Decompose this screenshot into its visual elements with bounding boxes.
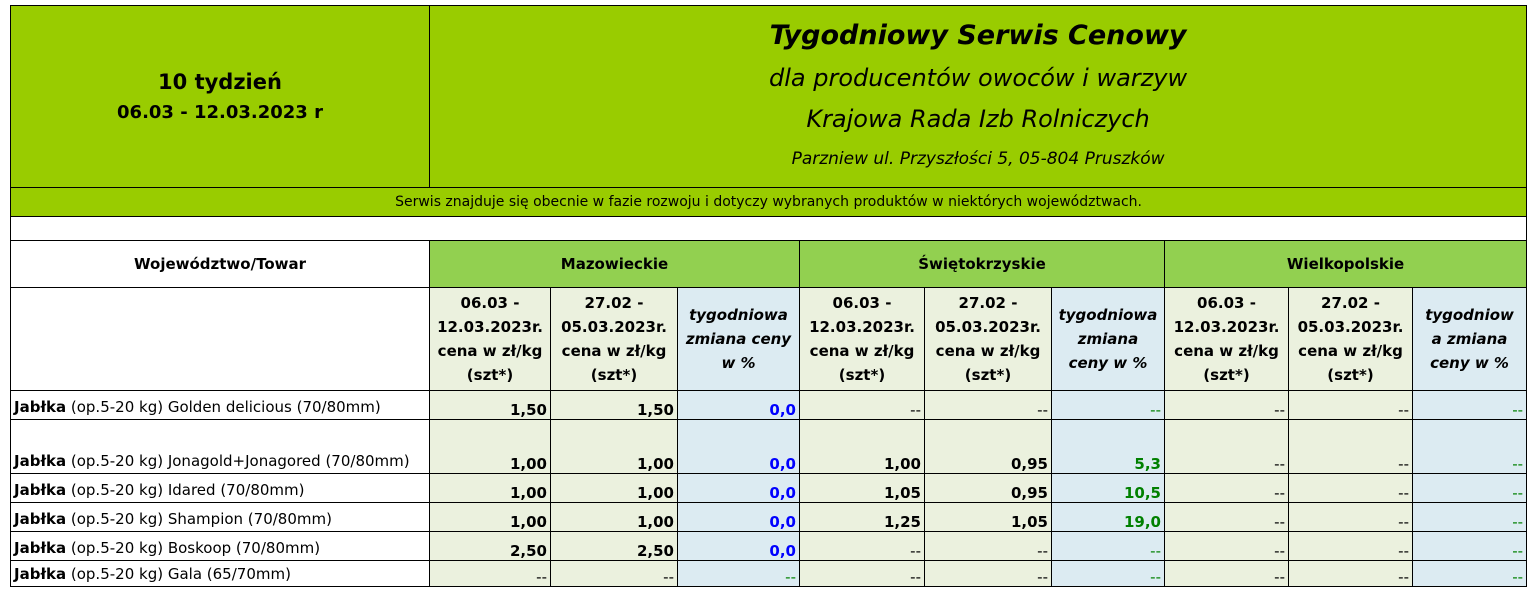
page-title: Tygodniowy Serwis Cenowy bbox=[769, 19, 1187, 51]
change-cell: 0,0 bbox=[678, 503, 800, 532]
col-current-week: 06.03 - 12.03.2023r. cena w zł/kg (szt*) bbox=[430, 288, 551, 391]
col-previous-week: 27.02 - 05.03.2023r. cena w zł/kg (szt*) bbox=[551, 288, 678, 391]
change-cell: -- bbox=[1413, 420, 1527, 474]
change-cell: 0,0 bbox=[678, 391, 800, 420]
region-mazowieckie: Mazowieckie bbox=[430, 241, 800, 288]
week-header-cell bbox=[11, 6, 430, 188]
price-cell: -- bbox=[1165, 420, 1289, 474]
col-weekly-change: tygodniow a zmiana ceny w % bbox=[1413, 288, 1527, 391]
price-cell: -- bbox=[1165, 561, 1289, 587]
price-cell: 1,00 bbox=[551, 420, 678, 474]
price-cell: 1,50 bbox=[430, 391, 551, 420]
change-cell: -- bbox=[1413, 474, 1527, 503]
price-cell: -- bbox=[800, 391, 925, 420]
price-cell: 1,50 bbox=[551, 391, 678, 420]
change-cell: 0,0 bbox=[678, 474, 800, 503]
price-cell: -- bbox=[925, 561, 1052, 587]
table-row bbox=[11, 503, 1527, 532]
row-header-blank bbox=[11, 288, 430, 391]
price-table bbox=[10, 5, 1527, 587]
change-cell: 5,3 bbox=[1052, 420, 1165, 474]
change-cell: -- bbox=[1052, 532, 1165, 561]
change-cell: 19,0 bbox=[1052, 503, 1165, 532]
price-cell: 1,00 bbox=[800, 420, 925, 474]
price-cell: -- bbox=[1289, 420, 1413, 474]
title-header-cell bbox=[430, 6, 1527, 188]
price-cell: -- bbox=[1289, 532, 1413, 561]
change-cell: -- bbox=[1052, 391, 1165, 420]
price-cell: 1,05 bbox=[925, 503, 1052, 532]
price-cell: 1,05 bbox=[800, 474, 925, 503]
row-header-label: Województwo/Towar bbox=[11, 241, 430, 288]
product-name: Jabłka (op.5-20 kg) Shampion (70/80mm) bbox=[11, 503, 430, 532]
empty-spacer-row bbox=[11, 217, 1527, 241]
price-cell: 0,95 bbox=[925, 474, 1052, 503]
product-name: Jabłka (op.5-20 kg) Gala (65/70mm) bbox=[11, 561, 430, 587]
price-cell: -- bbox=[1289, 561, 1413, 587]
change-cell: -- bbox=[1413, 532, 1527, 561]
price-cell: 1,00 bbox=[551, 503, 678, 532]
price-cell: 1,00 bbox=[430, 474, 551, 503]
price-cell: -- bbox=[1165, 503, 1289, 532]
price-cell: -- bbox=[430, 561, 551, 587]
table-row bbox=[11, 391, 1527, 420]
price-cell: -- bbox=[800, 532, 925, 561]
change-cell: -- bbox=[1413, 503, 1527, 532]
product-name: Jabłka (op.5-20 kg) Idared (70/80mm) bbox=[11, 474, 430, 503]
price-cell: 1,00 bbox=[430, 503, 551, 532]
price-cell: -- bbox=[925, 532, 1052, 561]
organization-name: Krajowa Rada Izb Rolniczych bbox=[806, 104, 1150, 133]
region-wielkopolskie: Wielkopolskie bbox=[1165, 241, 1527, 288]
table-row bbox=[11, 561, 1527, 587]
price-cell: 2,50 bbox=[551, 532, 678, 561]
development-note: Serwis znajduje się obecnie w fazie rozwoju i dotyczy wybranych produktów w niektórych województwach. bbox=[11, 188, 1527, 217]
organization-address: Parzniew ul. Przyszłości 5, 05-804 Pruszków bbox=[791, 148, 1165, 169]
region-swietokrzyskie: Świętokrzyskie bbox=[800, 241, 1165, 288]
price-cell: -- bbox=[1289, 391, 1413, 420]
price-cell: -- bbox=[925, 391, 1052, 420]
page-subtitle: dla producentów owoców i warzyw bbox=[769, 63, 1188, 92]
price-cell: -- bbox=[551, 561, 678, 587]
col-previous-week: 27.02 - 05.03.2023r. cena w zł/kg (szt*) bbox=[1289, 288, 1413, 391]
col-previous-week: 27.02 - 05.03.2023r. cena w zł/kg (szt*) bbox=[925, 288, 1052, 391]
price-cell: -- bbox=[1165, 474, 1289, 503]
price-cell: -- bbox=[1165, 532, 1289, 561]
table-row bbox=[11, 420, 1527, 474]
product-name: Jabłka (op.5-20 kg) Boskoop (70/80mm) bbox=[11, 532, 430, 561]
change-cell: -- bbox=[1413, 391, 1527, 420]
table-row bbox=[11, 474, 1527, 503]
col-current-week: 06.03 - 12.03.2023r. cena w zł/kg (szt*) bbox=[1165, 288, 1289, 391]
price-cell: 2,50 bbox=[430, 532, 551, 561]
price-cell: 1,25 bbox=[800, 503, 925, 532]
price-cell: -- bbox=[800, 561, 925, 587]
col-weekly-change: tygodniowa zmiana ceny w % bbox=[1052, 288, 1165, 391]
price-cell: 1,00 bbox=[551, 474, 678, 503]
product-name: Jabłka (op.5-20 kg) Jonagold+Jonagored (70/80mm) bbox=[11, 420, 430, 474]
price-cell: -- bbox=[1165, 391, 1289, 420]
change-cell: -- bbox=[678, 561, 800, 587]
change-cell: 10,5 bbox=[1052, 474, 1165, 503]
price-cell: 1,00 bbox=[430, 420, 551, 474]
col-weekly-change: tygodniowa zmiana ceny w % bbox=[678, 288, 800, 391]
price-cell: -- bbox=[1289, 503, 1413, 532]
col-current-week: 06.03 - 12.03.2023r. cena w zł/kg (szt*) bbox=[800, 288, 925, 391]
change-cell: -- bbox=[1413, 561, 1527, 587]
table-row bbox=[11, 532, 1527, 561]
change-cell: 0,0 bbox=[678, 532, 800, 561]
product-name: Jabłka (op.5-20 kg) Golden delicious (70/80mm) bbox=[11, 391, 430, 420]
change-cell: -- bbox=[1052, 561, 1165, 587]
price-cell: -- bbox=[1289, 474, 1413, 503]
week-label: 10 tydzień bbox=[158, 69, 282, 94]
price-cell: 0,95 bbox=[925, 420, 1052, 474]
week-dates: 06.03 - 12.03.2023 r bbox=[117, 101, 323, 123]
change-cell: 0,0 bbox=[678, 420, 800, 474]
